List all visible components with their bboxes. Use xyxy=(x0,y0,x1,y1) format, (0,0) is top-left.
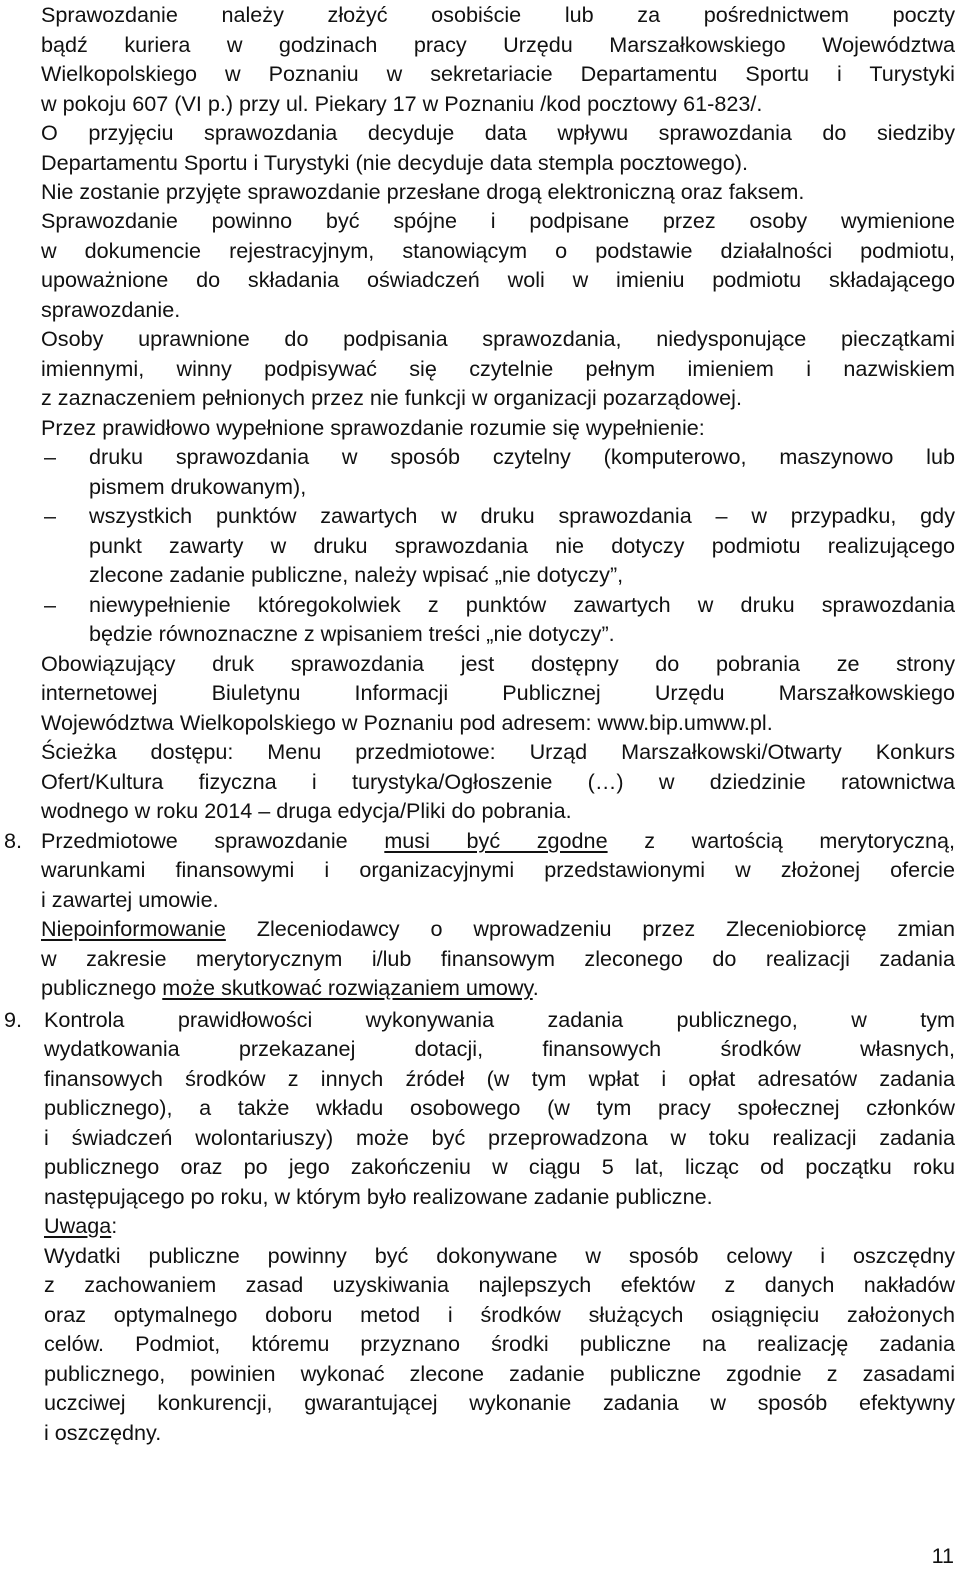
text-line: Sprawozdanie powinno być spójne i podpisane przez osoby wymienione xyxy=(41,208,955,233)
text-line: Osoby uprawnione do podpisania sprawozdania, niedysponujące pieczątkami xyxy=(41,326,955,351)
bullet-dash: – xyxy=(44,444,57,469)
item-8-line: w zakresie merytorycznym i/lub finansowym zleconego do realizacji zadania xyxy=(41,946,955,971)
item-number-8: 8. xyxy=(4,828,23,853)
text-line: z zaznaczeniem pełnionych przez nie funkcji w organizacji pozarządowej. xyxy=(41,385,742,410)
list-item: będzie równoznaczne z wpisaniem treści „nie dotyczy”. xyxy=(89,621,615,646)
note-line: z zachowaniem zasad uzyskiwania najlepszych efektów z danych nakładów xyxy=(44,1272,955,1297)
list-item: wszystkich punktów zawartych w druku sprawozdania – w przypadku, gdy xyxy=(89,503,955,528)
text-span: Przedmiotowe sprawozdanie xyxy=(41,828,348,853)
list-item: punkt zawarty w druku sprawozdania nie dotyczy podmiotu realizującego xyxy=(89,533,955,558)
text-line: Wielkopolskiego w Poznaniu w sekretariacie Departamentu Sportu i Turystyki xyxy=(41,61,955,86)
item-9-line: wydatkowania przekazanej dotacji, finansowych środków własnych, xyxy=(44,1036,955,1061)
list-item: druku sprawozdania w sposób czytelny (komputerowo, maszynowo lub xyxy=(89,444,955,469)
text-line: w dokumencie rejestracyjnym, stanowiącym o podstawie działalności podmiotu, xyxy=(41,238,955,263)
text-line: wodnego w roku 2014 – druga edycja/Pliki do pobrania. xyxy=(41,798,572,823)
item-9-line: publicznego oraz po jego zakończeniu w ciągu 5 lat, licząc od początku roku xyxy=(44,1154,955,1179)
note-line: i oszczędny. xyxy=(44,1420,162,1445)
text-span: z wartością merytoryczną, xyxy=(644,828,956,853)
item-9-line: i świadczeń wolontariuszy) może być przeprowadzona w toku realizacji zadania xyxy=(44,1125,955,1150)
underlined-text: Niepoinformowanie xyxy=(41,916,226,941)
note-line: publicznego, powinien wykonać zlecone zadanie publiczne zgodnie z zasadami xyxy=(44,1361,955,1386)
item-9-line: Kontrola prawidłowości wykonywania zadania publicznego, w tym xyxy=(44,1007,955,1032)
bullet-dash: – xyxy=(44,592,57,617)
text-line: O przyjęciu sprawozdania decyduje data wpływu sprawozdania do siedziby xyxy=(41,120,955,145)
note-heading xyxy=(44,1211,955,1241)
item-8-line: i zawartej umowie. xyxy=(41,887,219,912)
note-line: uczciwej konkurencji, gwarantującej wykonanie zadania w sposób efektywny xyxy=(44,1390,955,1415)
underlined-text: może skutkować rozwiązaniem umowy xyxy=(162,975,533,1000)
text-line: upoważnione do składania oświadczeń woli w imieniu podmiotu składającego xyxy=(41,267,955,292)
text-line: Ścieżka dostępu: Menu przedmiotowe: Urząd Marszałkowski/Otwarty Konkurs xyxy=(41,739,955,764)
text-line: Sprawozdanie należy złożyć osobiście lub za pośrednictwem poczty xyxy=(41,2,955,27)
list-item: niewypełnienie któregokolwiek z punktów zawartych w druku sprawozdania xyxy=(89,592,955,617)
item-8-line: warunkami finansowymi i organizacyjnymi przedstawionymi w złożonej ofercie xyxy=(41,857,955,882)
text-line: w pokoju 607 (VI p.) przy ul. Piekary 17 w Poznaniu /kod pocztowy 61-823/. xyxy=(41,91,763,116)
note-line: oraz optymalnego doboru metod i środków służących osiągnięciu założonych xyxy=(44,1302,955,1327)
note-line: Wydatki publiczne powinny być dokonywane w sposób celowy i oszczędny xyxy=(44,1243,955,1268)
text-line: bądź kuriera w godzinach pracy Urzędu Marszałkowskiego Województwa xyxy=(41,32,955,57)
bullet-dash: – xyxy=(44,503,57,528)
text-span: . xyxy=(532,975,539,1000)
text-span: publicznego xyxy=(41,975,157,1000)
text-line: imiennymi, winny podpisywać się czytelnie pełnym imieniem i nazwiskiem xyxy=(41,356,955,381)
text-span: : xyxy=(111,1213,118,1238)
text-line: Departamentu Sportu i Turystyki (nie decyduje data stempla pocztowego). xyxy=(41,150,748,175)
list-item: zlecone zadanie publiczne, należy wpisać „nie dotyczy”, xyxy=(89,562,624,587)
item-9-line: następującego po roku, w którym było realizowane zadanie publiczne. xyxy=(44,1184,713,1209)
item-9-line: publicznego), a także wkładu osobowego (w tym pracy społecznej członków xyxy=(44,1095,955,1120)
text-line: Obowiązujący druk sprawozdania jest dostępny do pobrania ze strony xyxy=(41,651,955,676)
text-line: Województwa Wielkopolskiego w Poznaniu pod adresem: www.bip.umww.pl. xyxy=(41,710,773,735)
text-line: Przez prawidłowo wypełnione sprawozdanie rozumie się wypełnienie: xyxy=(41,415,705,440)
text-span: Zleceniodawcy o wprowadzeniu przez Zleceniobiorcę zmian xyxy=(256,916,955,941)
text-line: internetowej Biuletynu Informacji Publicznej Urzędu Marszałkowskiego xyxy=(41,680,955,705)
list-item: pismem drukowanym), xyxy=(89,474,307,499)
item-9-line: finansowych środków z innych źródeł (w tym wpłat i opłat adresatów zadania xyxy=(44,1066,955,1091)
text-line: Ofert/Kultura fizyczna i turystyka/Ogłoszenie (…) w dziedzinie ratownictwa xyxy=(41,769,955,794)
text-line: Nie zostanie przyjęte sprawozdanie przesłane drogą elektroniczną oraz faksem. xyxy=(41,179,805,204)
item-8-line xyxy=(41,914,955,944)
underlined-text: musi być zgodne xyxy=(384,828,608,853)
page-number: 11 xyxy=(931,1543,954,1568)
note-line: celów. Podmiot, któremu przyznano środki publiczne na realizację zadania xyxy=(44,1331,955,1356)
item-8-line xyxy=(41,826,955,856)
item-8-line xyxy=(41,973,955,1003)
item-number-9: 9. xyxy=(4,1007,23,1032)
underlined-text: Uwaga xyxy=(44,1213,112,1238)
text-line: sprawozdanie. xyxy=(41,297,181,322)
